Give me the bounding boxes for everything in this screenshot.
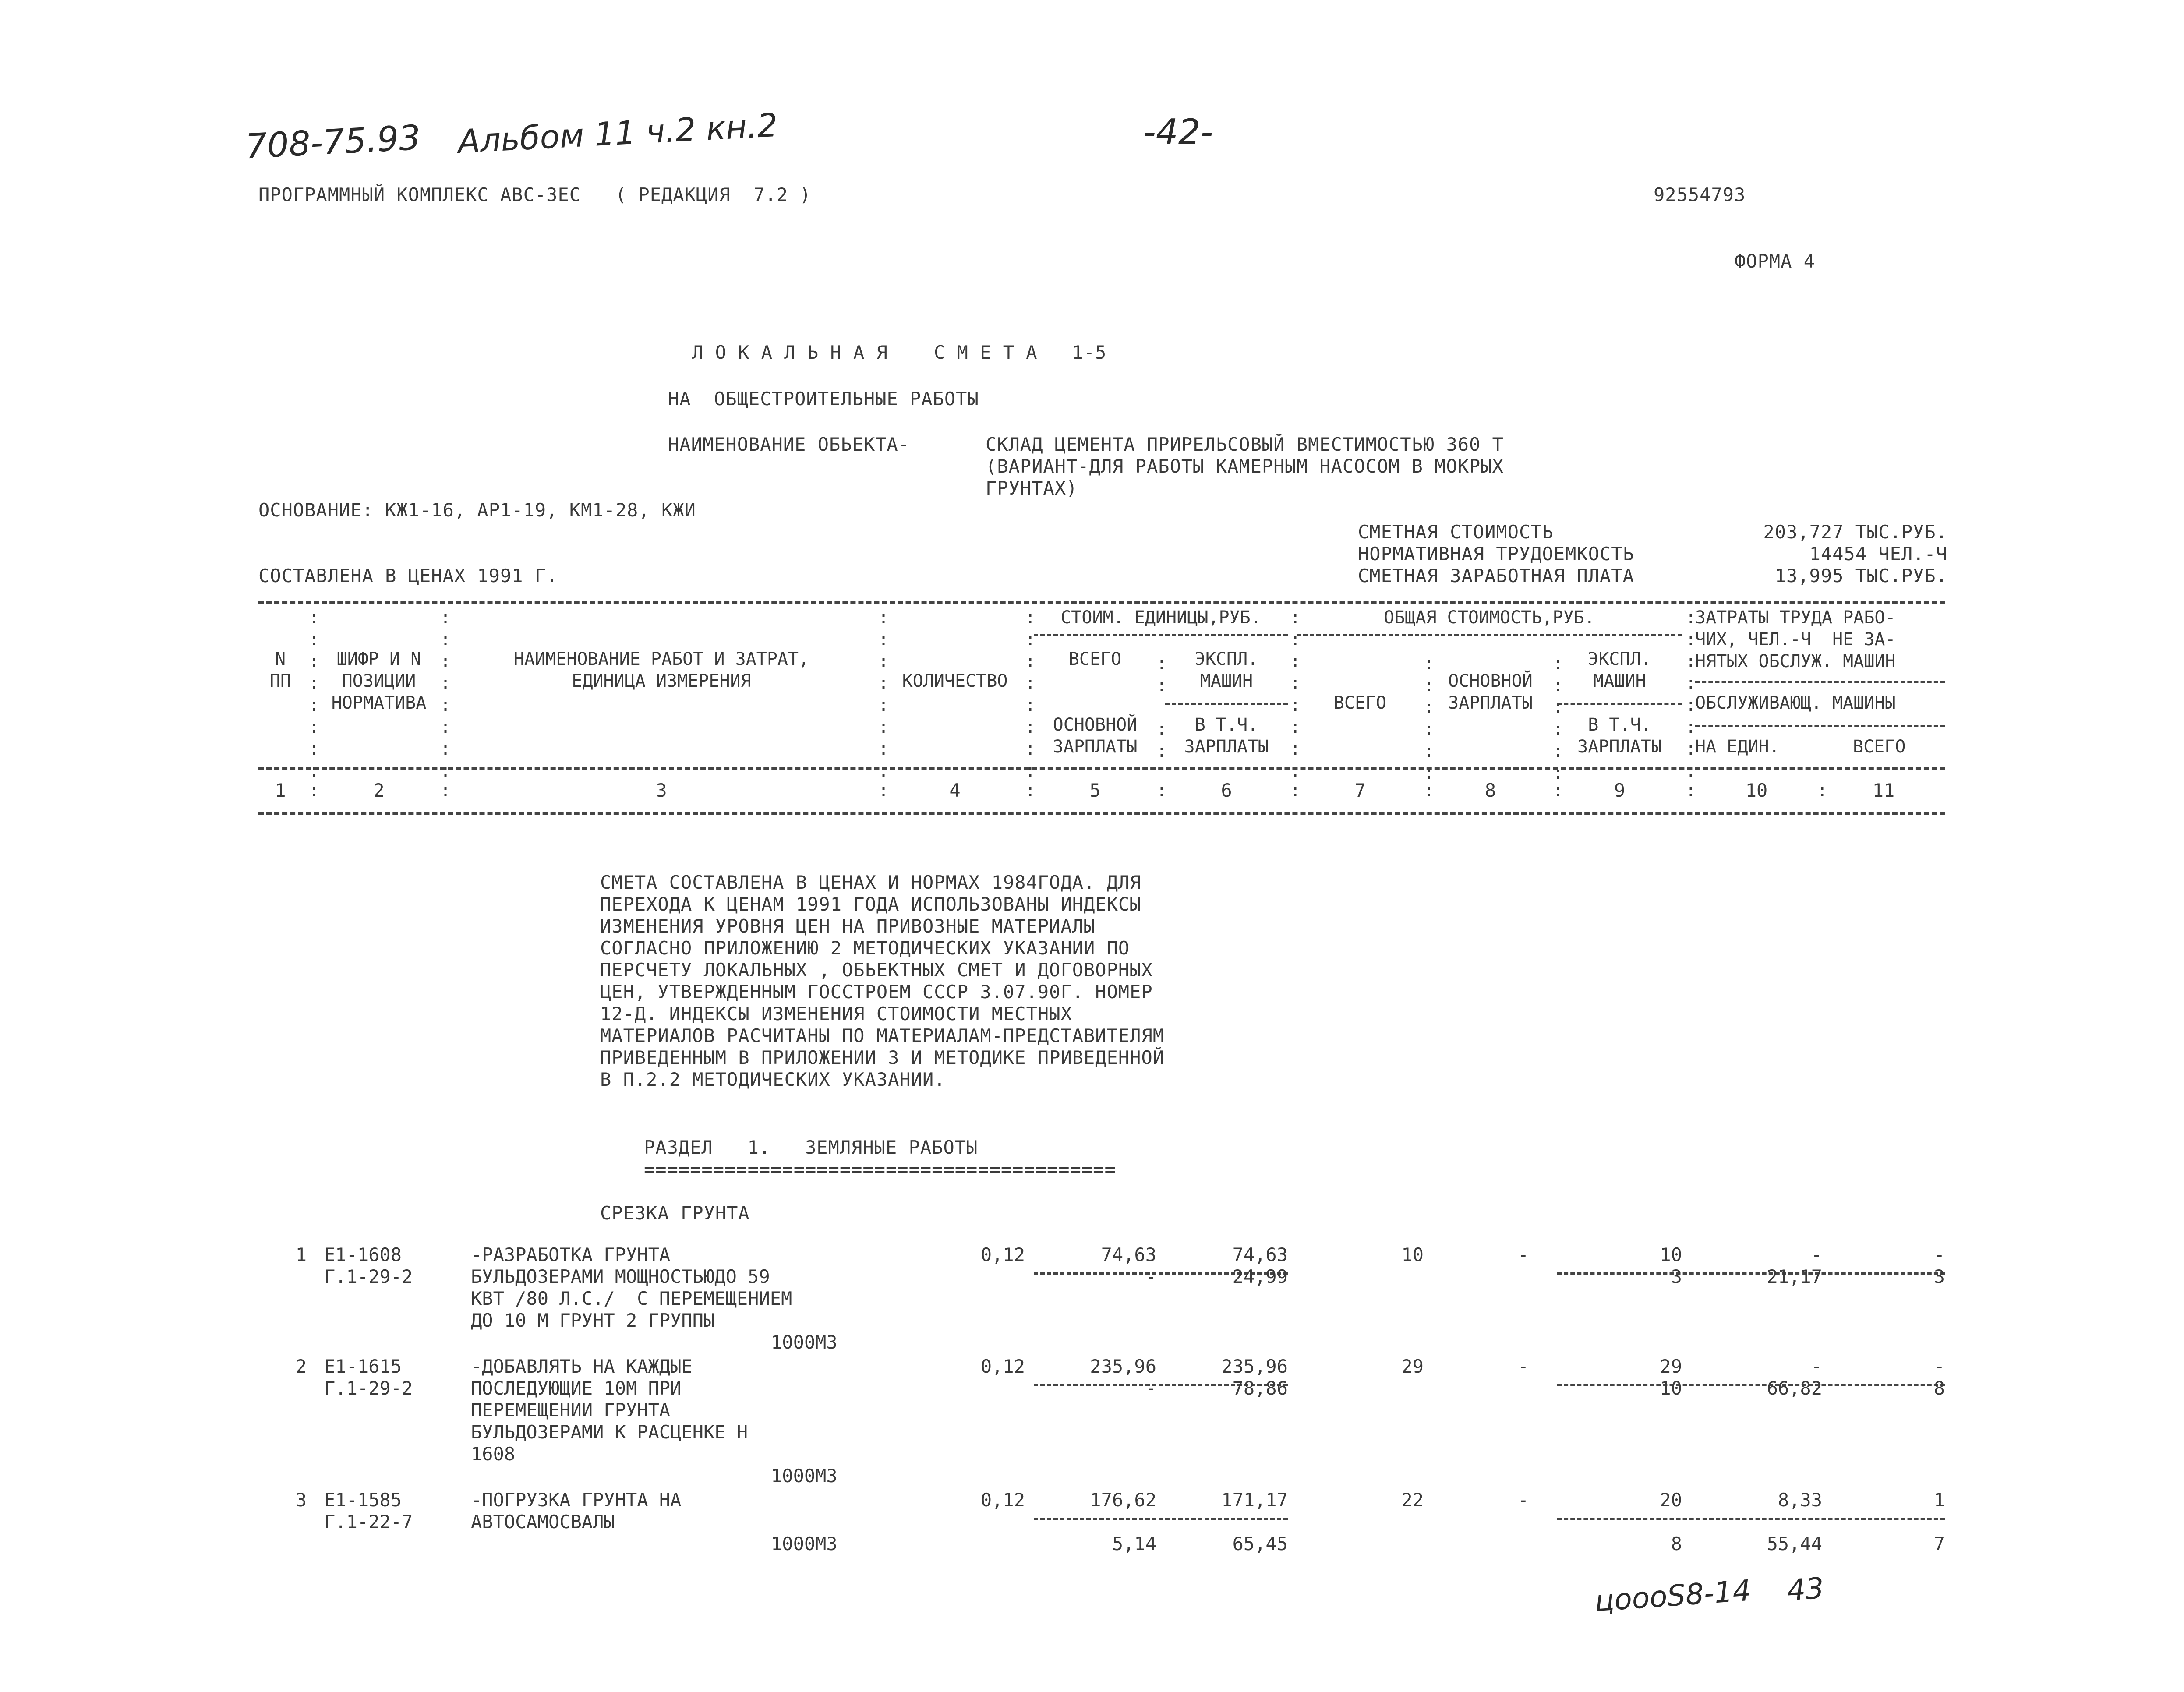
section-title: РАЗДЕЛ 1. ЗЕМЛЯНЫЕ РАБОТЫ bbox=[644, 1137, 978, 1158]
row-unit: 1000М3 bbox=[771, 1533, 838, 1554]
column-number-separators: : bbox=[1553, 781, 1564, 801]
total-cost-rule bbox=[1297, 634, 1682, 636]
note-line: МАТЕРИАЛОВ РАСЧИТАНЫ ПО МАТЕРИАЛАМ-ПРЕДСТАВИТЕЛЯМ bbox=[600, 1025, 1165, 1046]
row-unit-mach: 171,17 bbox=[1221, 1489, 1288, 1511]
unit-cost-rule bbox=[1034, 634, 1288, 636]
column-number-separators: : bbox=[1290, 781, 1301, 801]
summary-label-2: НОРМАТИВНАЯ ТРУДОЕМКОСТЬ bbox=[1358, 543, 1634, 565]
row-labor-mach-total: 7 bbox=[1933, 1533, 1945, 1554]
note-line: СОГЛАСНО ПРИЛОЖЕНИЮ 2 МЕТОДИЧЕСКИХ УКАЗАНИИ ПО bbox=[600, 937, 1130, 959]
col-unit-cost-header: СТОИМ. ЕДИНИЦЫ,РУБ. bbox=[1060, 608, 1261, 628]
row-unit-wage: - bbox=[1145, 1266, 1156, 1287]
row-code-ref: Г.1-22-7 bbox=[324, 1511, 413, 1533]
col-total-header: ВСЕГО bbox=[1853, 737, 1906, 757]
header-separators: : : : : bbox=[1156, 653, 1167, 761]
row-unit-total: 235,96 bbox=[1090, 1356, 1156, 1377]
column-number-separators: : bbox=[440, 781, 451, 801]
form-label: ФОРМА 4 bbox=[1735, 251, 1816, 272]
row-labor-total: - bbox=[1933, 1244, 1945, 1265]
row-total-mach: 29 bbox=[1660, 1356, 1682, 1377]
column-number: 6 bbox=[1221, 780, 1232, 801]
col-unit-mach-header: ЭКСПЛ. МАШИН bbox=[1194, 649, 1258, 691]
header-separators: : : : : : : : : bbox=[309, 608, 320, 781]
row-total-mach: 10 bbox=[1660, 1244, 1682, 1265]
column-number-separators: : bbox=[1424, 781, 1435, 801]
note-line: ПЕРЕХОДА К ЦЕНАМ 1991 ГОДА ИСПОЛЬЗОВАНЫ ИНДЕКСЫ bbox=[600, 894, 1141, 915]
row-total-mach-wage: 3 bbox=[1671, 1266, 1682, 1287]
row-labor-mach-per-unit: 21,17 bbox=[1767, 1266, 1822, 1287]
row-total-all: 22 bbox=[1401, 1489, 1424, 1511]
column-number: 10 bbox=[1745, 780, 1768, 801]
basis: ОСНОВАНИЕ: КЖ1-16, АР1-19, КМ1-28, КЖИ bbox=[258, 499, 696, 521]
row-unit: 1000М3 bbox=[771, 1332, 838, 1353]
summary-value-1: 203,727 ТЫС.РУБ. bbox=[1763, 521, 1947, 543]
header-separators: : : : : : : : : bbox=[1686, 608, 1696, 781]
row-labor-mach-total: 3 bbox=[1933, 1266, 1945, 1287]
row-name: -ПОГРУЗКА ГРУНТА НА АВТОСАМОСВАЛЫ bbox=[471, 1489, 682, 1533]
header-rule-middle bbox=[258, 767, 1945, 770]
row-subrule bbox=[1557, 1518, 1945, 1520]
row-unit-wage: 5,14 bbox=[1112, 1533, 1156, 1554]
col-unit-total-header: ВСЕГО bbox=[1068, 649, 1122, 669]
object-label: НАИМЕНОВАНИЕ ОБЬЕКТА- bbox=[668, 434, 910, 455]
row-subrule bbox=[1034, 1518, 1288, 1520]
column-number-separators: : bbox=[1156, 781, 1167, 801]
column-number: 4 bbox=[949, 780, 961, 801]
column-number: 2 bbox=[373, 780, 385, 801]
row-unit-mach-wage: 65,45 bbox=[1232, 1533, 1288, 1554]
row-total-mach-wage: 8 bbox=[1671, 1533, 1682, 1554]
object-name-line-3: ГРУНТАХ) bbox=[986, 477, 1078, 499]
row-total-all: 10 bbox=[1401, 1244, 1424, 1265]
page-number: -42- bbox=[1143, 112, 1213, 152]
header-separators: : : : : : : bbox=[1424, 653, 1435, 783]
row-name: -ДОБАВЛЯТЬ НА КАЖДЫЕ ПОСЛЕДУЮЩИЕ 10М ПРИ ПЕРЕМЕЩЕНИИ ГРУНТА БУЛЬДОЗЕРАМИ К РАСЦЕНКЕ Н 1608 bbox=[471, 1356, 748, 1465]
note-line: 12-Д. ИНДЕКСЫ ИЗМЕНЕНИЯ СТОИМОСТИ МЕСТНЫХ bbox=[600, 1003, 1072, 1024]
header-separators: : : : : : : : : bbox=[1290, 608, 1301, 781]
column-number: 7 bbox=[1354, 780, 1366, 801]
note-line: СМЕТА СОСТАВЛЕНА В ЦЕНАХ И НОРМАХ 1984ГОДА. ДЛЯ bbox=[600, 872, 1141, 893]
column-number: 8 bbox=[1484, 780, 1496, 801]
note-line: ЦЕН, УТВЕРЖДЕННЫМ ГОССТРОЕМ СССР 3.07.90Г. НОМЕР bbox=[600, 981, 1153, 1003]
header-rule-top bbox=[258, 601, 1945, 604]
summary-label-3: СМЕТНАЯ ЗАРАБОТНАЯ ПЛАТА bbox=[1358, 565, 1634, 586]
stamp-code: цоооS8-14 bbox=[1593, 1573, 1752, 1618]
sheet-number: 43 bbox=[1786, 1571, 1825, 1607]
column-number: 11 bbox=[1872, 780, 1895, 801]
row-number: 1 bbox=[295, 1244, 307, 1265]
row-total-mach: 20 bbox=[1660, 1489, 1682, 1511]
row-quantity: 0,12 bbox=[980, 1489, 1025, 1511]
col-total-mach-header: ЭКСПЛ. МАШИН bbox=[1588, 649, 1651, 691]
column-number: 1 bbox=[275, 780, 286, 801]
row-unit-mach: 235,96 bbox=[1221, 1356, 1288, 1377]
row-total-wage: - bbox=[1517, 1356, 1529, 1377]
row-quantity: 0,12 bbox=[980, 1356, 1025, 1377]
row-labor-total: - bbox=[1933, 1356, 1945, 1377]
prices-basis: СОСТАВЛЕНА В ЦЕНАХ 1991 Г. bbox=[258, 565, 558, 586]
note-line: ПРИВЕДЕННЫМ В ПРИЛОЖЕНИИ 3 И МЕТОДИКЕ ПРИВЕДЕННОЙ bbox=[600, 1047, 1165, 1068]
header-separators: : : : : : : : : bbox=[1025, 608, 1036, 781]
album-ref: 708-75.93 bbox=[244, 118, 422, 167]
row-unit-mach: 74,63 bbox=[1232, 1244, 1288, 1265]
row-labor-mach-per-unit: 55,44 bbox=[1767, 1533, 1822, 1554]
labor-rule bbox=[1695, 681, 1945, 683]
col-total-mach-wage-header: В Т.Ч. ЗАРПЛАТЫ bbox=[1577, 715, 1662, 757]
doc-code: 92554793 bbox=[1654, 184, 1746, 205]
row-unit-total: 176,62 bbox=[1090, 1489, 1156, 1511]
col-name-header: НАИМЕНОВАНИЕ РАБОТ И ЗАТРАТ, ЕДИНИЦА ИЗМЕРЕНИЯ bbox=[513, 649, 809, 691]
row-labor-total: 1 bbox=[1933, 1489, 1945, 1511]
row-code: Е1-1615 bbox=[324, 1356, 402, 1377]
object-name-line-1: СКЛАД ЦЕМЕНТА ПРИРЕЛЬСОВЫЙ ВМЕСТИМОСТЬЮ 360 Т bbox=[986, 434, 1504, 455]
row-code: Е1-1608 bbox=[324, 1244, 402, 1265]
summary-value-2: 14454 ЧЕЛ.-Ч bbox=[1809, 543, 1947, 565]
col-total-all-header: ВСЕГО bbox=[1333, 693, 1387, 713]
col-code-header: ШИФР И N ПОЗИЦИИ НОРМАТИВА bbox=[331, 649, 427, 713]
row-labor-mach-per-unit: 66,82 bbox=[1767, 1378, 1822, 1399]
row-code-ref: Г.1-29-2 bbox=[324, 1266, 413, 1287]
row-total-all: 29 bbox=[1401, 1356, 1424, 1377]
col-unit-mach-wage-header: В Т.Ч. ЗАРПЛАТЫ bbox=[1184, 715, 1269, 757]
column-number-separators: : bbox=[1686, 781, 1696, 801]
header-separators: : : : : : : bbox=[1553, 653, 1564, 783]
header-rule-bottom bbox=[258, 812, 1945, 815]
document-title: Л О К А Л Ь Н А Я С М Е Т А 1-5 bbox=[692, 342, 1107, 363]
col-per-unit-header: НА ЕДИН. bbox=[1695, 737, 1780, 757]
row-number: 2 bbox=[295, 1356, 307, 1377]
program-line: ПРОГРАММНЫЙ КОМПЛЕКС АВС-3ЕС ( РЕДАКЦИЯ 7.2 ) bbox=[258, 184, 811, 205]
row-total-mach-wage: 10 bbox=[1660, 1378, 1682, 1399]
col-total-wage-header: ОСНОВНОЙ ЗАРПЛАТЫ bbox=[1448, 671, 1533, 713]
summary-value-3: 13,995 ТЫС.РУБ. bbox=[1774, 565, 1947, 586]
column-number-separators: : bbox=[309, 781, 320, 801]
col-num-header: N ПП bbox=[269, 649, 291, 691]
document-subtitle: НА ОБЩЕСТРОИТЕЛЬНЫЕ РАБОТЫ bbox=[668, 388, 979, 410]
group-title: СРЕЗКА ГРУНТА bbox=[600, 1202, 750, 1224]
note-line: В П.2.2 МЕТОДИЧЕСКИХ УКАЗАНИИ. bbox=[600, 1069, 946, 1090]
row-unit-mach-wage: 78,86 bbox=[1232, 1378, 1288, 1399]
col-qty-header: КОЛИЧЕСТВО bbox=[902, 671, 1008, 691]
column-number: 9 bbox=[1614, 780, 1626, 801]
col-total-cost-header: ОБЩАЯ СТОИМОСТЬ,РУБ. bbox=[1384, 608, 1595, 628]
column-number-separators: : bbox=[878, 781, 889, 801]
row-labor-per-unit: 8,33 bbox=[1778, 1489, 1822, 1511]
column-number-separators: : bbox=[1025, 781, 1036, 801]
col-labor-header: ЗАТРАТЫ ТРУДА РАБО- ЧИХ, ЧЕЛ.-Ч НЕ ЗА- НЯТЫХ ОБСЛУЖ. МАШИН bbox=[1695, 608, 1896, 671]
note-line: ПЕРСЧЕТУ ЛОКАЛЬНЫХ , ОБЬЕКТНЫХ СМЕТ И ДОГОВОРНЫХ bbox=[600, 959, 1153, 981]
row-total-wage: - bbox=[1517, 1244, 1529, 1265]
summary-label-1: СМЕТНАЯ СТОИМОСТЬ bbox=[1358, 521, 1554, 543]
album-label: Альбом 11 ч.2 кн.2 bbox=[457, 106, 779, 161]
row-quantity: 0,12 bbox=[980, 1244, 1025, 1265]
section-rule: ========================================= bbox=[644, 1159, 1116, 1180]
note-line: ИЗМЕНЕНИЯ УРОВНЯ ЦЕН НА ПРИВОЗНЫЕ МАТЕРИАЛЫ bbox=[600, 915, 1096, 937]
column-number-separators: : bbox=[1817, 781, 1828, 801]
row-unit: 1000М3 bbox=[771, 1465, 838, 1487]
row-unit-mach-wage: 24,99 bbox=[1232, 1266, 1288, 1287]
column-number: 5 bbox=[1089, 780, 1101, 801]
row-unit-wage: - bbox=[1145, 1378, 1156, 1399]
row-code-ref: Г.1-29-2 bbox=[324, 1378, 413, 1399]
row-unit-total: 74,63 bbox=[1101, 1244, 1156, 1265]
labor-mach-rule bbox=[1695, 725, 1945, 727]
row-code: Е1-1585 bbox=[324, 1489, 402, 1511]
header-separators: : : : : : : : : bbox=[878, 608, 889, 781]
row-labor-per-unit: - bbox=[1811, 1356, 1822, 1377]
object-name-line-2: (ВАРИАНТ-ДЛЯ РАБОТЫ КАМЕРНЫМ НАСОСОМ В МОКРЫХ bbox=[986, 456, 1504, 477]
row-labor-per-unit: - bbox=[1811, 1244, 1822, 1265]
row-name: -РАЗРАБОТКА ГРУНТА БУЛЬДОЗЕРАМИ МОЩНОСТЬЮДО 59 КВТ /80 Л.С./ С ПЕРЕМЕЩЕНИЕМ ДО 10 М ГРУНТ 2 ГРУППЫ bbox=[471, 1244, 792, 1331]
col-unit-wage-header: ОСНОВНОЙ ЗАРПЛАТЫ bbox=[1053, 715, 1138, 757]
row-total-wage: - bbox=[1517, 1489, 1529, 1511]
header-separators: : : : : : : : : bbox=[440, 608, 451, 781]
col-labor-mach-header: ОБСЛУЖИВАЮЩ. МАШИНЫ bbox=[1695, 693, 1896, 713]
row-number: 3 bbox=[295, 1489, 307, 1511]
row-labor-mach-total: 8 bbox=[1933, 1378, 1945, 1399]
unit-cost-subrule bbox=[1165, 703, 1288, 705]
total-mach-rule bbox=[1557, 703, 1682, 705]
column-number: 3 bbox=[656, 780, 667, 801]
